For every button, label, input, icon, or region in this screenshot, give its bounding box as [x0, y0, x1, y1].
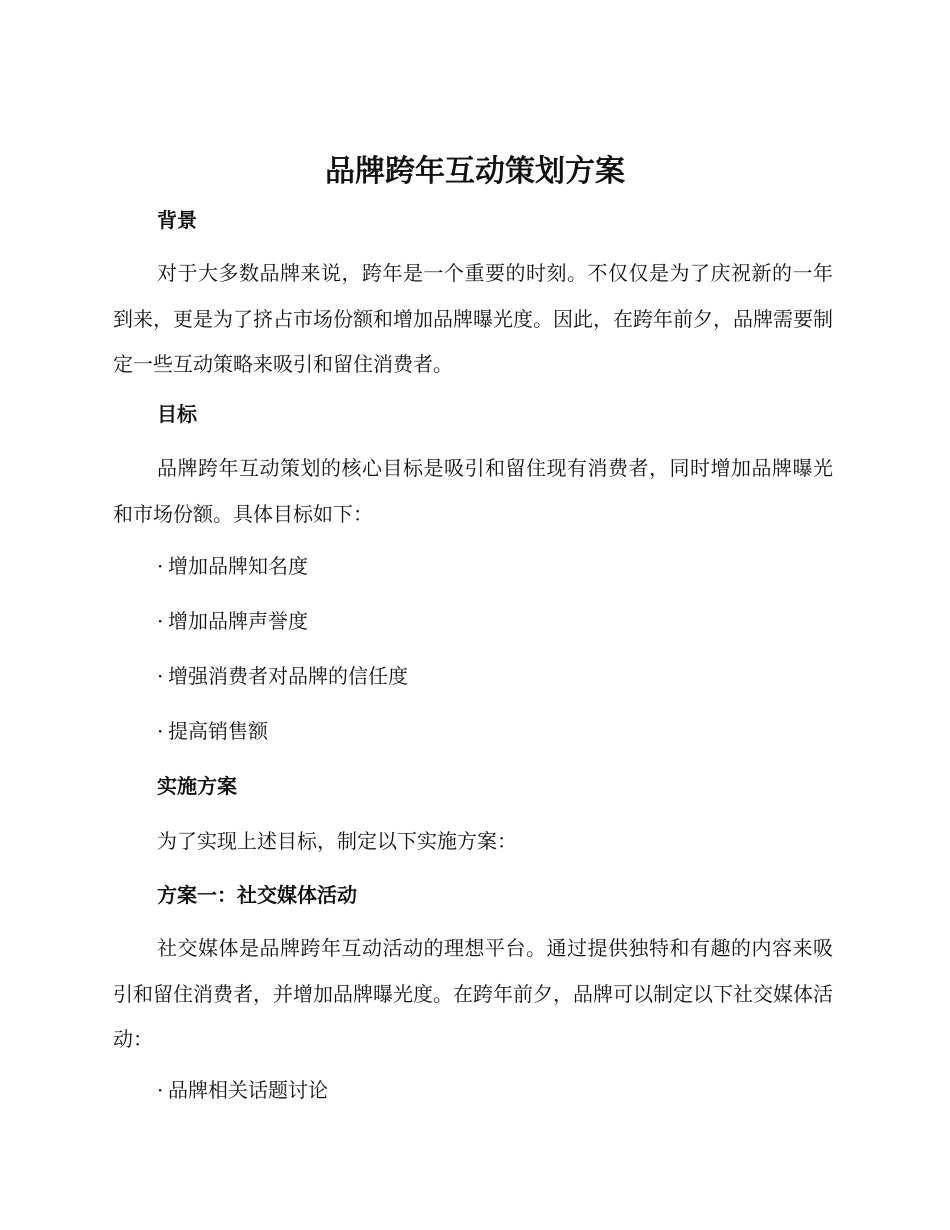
list-item-text: 品牌相关话题讨论 [168, 1078, 328, 1102]
section-heading-implementation: 实施方案 [157, 774, 237, 798]
paragraph-implementation-intro: 为了实现上述目标，制定以下实施方案： [157, 829, 517, 853]
list-item [157, 552, 308, 580]
bullet-dot: · [157, 1078, 164, 1102]
document-title: 品牌跨年互动策划方案 [325, 154, 625, 189]
section-heading-plan-one: 方案一：社交媒体活动 [157, 883, 357, 907]
list-item [157, 607, 308, 635]
list-item-text: 增强消费者对品牌的信任度 [168, 664, 408, 688]
list-item-text: 增加品牌声誉度 [168, 609, 308, 633]
bullet-dot: · [157, 554, 164, 578]
list-item [157, 662, 408, 690]
paragraph-goals: 品牌跨年互动策划的核心目标是吸引和留住现有消费者，同时增加品牌曝光和市场份额。具体目标如下： [113, 456, 833, 526]
paragraph-plan-one: 社交媒体是品牌跨年互动活动的理想平台。通过提供独特和有趣的内容来吸引和留住消费者，并增加品牌曝光度。在跨年前夕，品牌可以制定以下社交媒体活动： [113, 936, 833, 1051]
list-item-text: 提高销售额 [168, 719, 268, 743]
section-heading-goals: 目标 [157, 402, 197, 426]
section-heading-background: 背景 [157, 208, 197, 232]
list-item-text: 增加品牌知名度 [168, 554, 308, 578]
bullet-dot: · [157, 609, 164, 633]
paragraph-background: 对于大多数品牌来说，跨年是一个重要的时刻。不仅仅是为了庆祝新的一年到来，更是为了挤占市场份额和增加品牌曝光度。因此，在跨年前夕，品牌需要制定一些互动策略来吸引和留住消费者。 [113, 261, 833, 376]
list-item [157, 1076, 328, 1104]
bullet-dot: · [157, 664, 164, 688]
list-item [157, 717, 268, 745]
bullet-dot: · [157, 719, 164, 743]
